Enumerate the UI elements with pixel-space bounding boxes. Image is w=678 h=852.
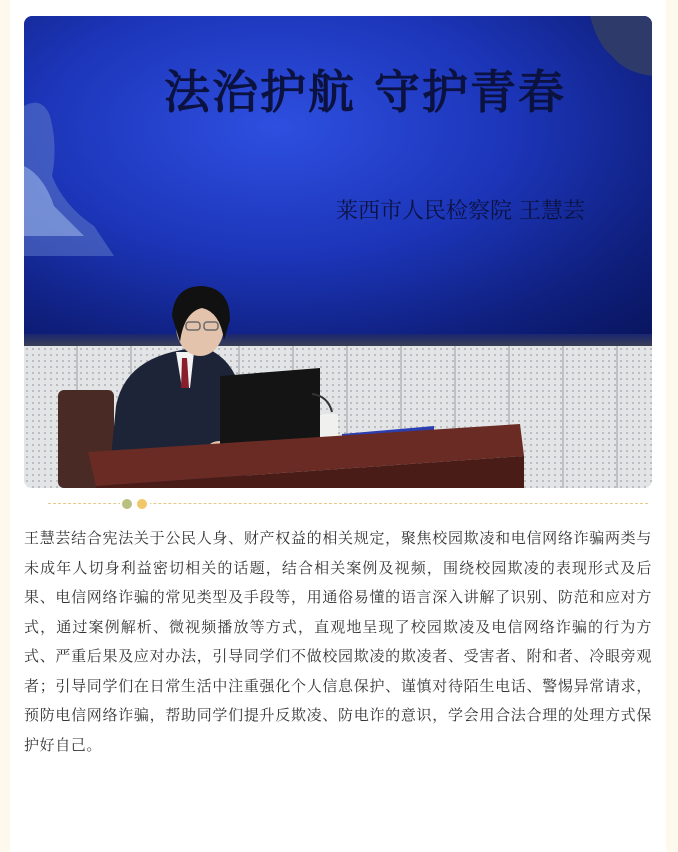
speaker-at-podium-graphic <box>24 16 652 488</box>
screen-slogan: 法治护航 守护青春 <box>164 65 567 119</box>
divider-dots <box>120 498 150 510</box>
article-paragraph: 王慧芸结合宪法关于公民人身、财产权益的相关规定，聚焦校园欺凌和电信网络诈骗两类与未成年人切身利益密切相关的话题，结合相关案例及视频，围绕校园欺凌的表现形式及后果、电信网络诈骗的常见类型及手段等，用通俗易懂的语言深入讲解了识别、防范和应对方式，通过案例解析、微视频播放等方式，直观地呈现了校园欺凌及电信网络诈骗的行为方式、严重后果及应对办法，引导同学们不做校园欺凌的欺凌者、受害者、附和者、冷眼旁观者；引导同学们在日常生活中注重强化个人信息保护、谨慎对待陌生电话、警惕异常请求，预防电信网络诈骗，帮助同学们提升反欺凌、防电诈的意识，学会用合法合理的处理方式保护好自己。 <box>24 529 652 754</box>
screen-presenter-line: 莱西市人民检察院 王慧芸 <box>336 199 585 224</box>
dot-gold <box>137 499 147 509</box>
dot-olive <box>122 499 132 509</box>
article-page <box>10 0 666 852</box>
lecture-photo <box>24 16 652 488</box>
